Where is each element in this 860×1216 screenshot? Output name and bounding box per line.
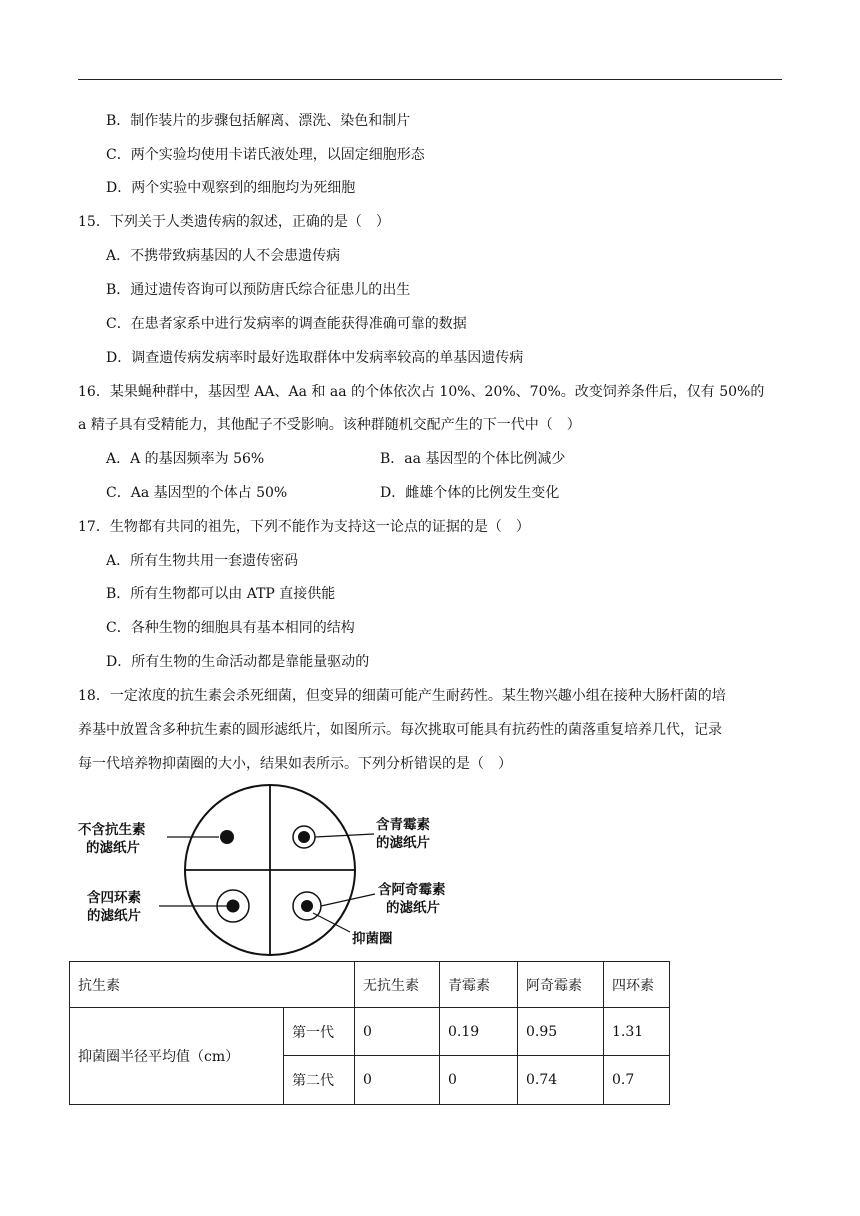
q15-option-b: B．通过遗传咨询可以预防唐氏综合征患儿的出生 [106,282,411,298]
q16-stem-line2: a 精子具有受精能力，其他配子不受影响。该种群随机交配产生的下一代中（ ） [78,417,581,433]
q16-option-a: A．A 的基因频率为 56% [106,451,265,467]
label-penicillin-1: 含青霉素 [376,817,430,833]
table-cell: 0 [355,1008,440,1056]
q17-option-b: B．所有生物都可以由 ATP 直接供能 [106,586,336,602]
q15-stem: 15．下列关于人类遗传病的叙述，正确的是（ ） [78,214,390,230]
table-cell: 1.31 [604,1008,670,1056]
header-azithromycin: 阿奇霉素 [518,962,604,1008]
gen-label: 第一代 [284,1008,355,1056]
q17-option-a: A．所有生物共用一套遗传密码 [106,553,299,569]
header-tetracycline: 四环素 [604,962,670,1008]
gen-label: 第二代 [284,1056,355,1105]
q15-option-d: D．调查遗传病发病率时最好选取群体中发病率较高的单基因遗传病 [106,350,524,366]
q16-option-b: B．aa 基因型的个体比例减少 [380,451,566,467]
disc-no-antibiotic [220,830,234,844]
q17-stem: 17．生物都有共同的祖先，下列不能作为支持这一论点的证据的是（ ） [78,519,530,535]
label-azithromycin-1: 含阿奇霉素 [378,882,446,898]
table-cell: 0.19 [440,1008,518,1056]
label-tetracycline-2: 的滤纸片 [87,908,141,924]
q16-option-c: C．Aa 基因型的个体占 50% [106,485,288,501]
q17-option-c: C．各种生物的细胞具有基本相同的结构 [106,620,355,636]
table-cell: 0.95 [518,1008,604,1056]
table-cell: 0.74 [518,1056,604,1105]
row-label: 抑菌圈半径平均值（cm） [70,1008,284,1105]
q14-option-d: D．两个实验中观察到的细胞均为死细胞 [106,180,356,196]
table-row [70,1008,670,1056]
q18-stem-line2: 养基中放置含多种抗生素的圆形滤纸片，如图所示。每次挑取可能具有抗药性的菌落重复培养几代，记录 [78,722,722,738]
q15-option-c: C．在患者家系中进行发病率的调查能获得准确可靠的数据 [106,316,467,332]
q15-option-a: A．不携带致病基因的人不会患遗传病 [106,248,341,264]
q16-option-d: D．雌雄个体的比例发生变化 [380,485,560,501]
q14-option-c: C．两个实验均使用卡诺氏液处理，以固定细胞形态 [106,147,425,163]
header-none: 无抗生素 [355,962,440,1008]
label-tetracycline-1: 含四环素 [87,890,141,906]
leader-penicillin [315,834,374,837]
header-rule [78,79,782,80]
table-cell: 0 [440,1056,518,1105]
label-no-antibiotic-2: 的滤纸片 [86,840,140,856]
results-table [69,961,670,1105]
label-penicillin-2: 的滤纸片 [376,835,430,851]
q18-stem-line3: 每一代培养物抑菌圈的大小，结果如表所示。下列分析错误的是（ ） [78,756,512,772]
disc-penicillin [298,831,310,843]
label-inhibition-zone: 抑菌圈 [352,931,393,947]
label-azithromycin-2: 的滤纸片 [386,900,440,916]
table-cell: 0.7 [604,1056,670,1105]
q17-option-d: D．所有生物的生命活动都是靠能量驱动的 [106,654,370,670]
table-cell: 0 [355,1056,440,1105]
petri-dish-diagram [70,782,490,958]
disc-tetracycline [227,900,240,913]
header-antibiotic: 抗生素 [70,962,355,1008]
q18-stem-line1: 18．一定浓度的抗生素会杀死细菌，但变异的细菌可能产生耐药性。某生物兴趣小组在接种大肠杆菌的培 [78,688,726,704]
q14-option-b: B．制作装片的步骤包括解离、漂洗、染色和制片 [106,113,411,129]
q16-stem-line1: 16．某果蝇种群中，基因型 AA、Aa 和 aa 的个体依次占 10%、20%、70%。改变饲养条件后，仅有 50%的 [78,384,765,400]
disc-azithromycin [301,900,313,912]
label-no-antibiotic-1: 不含抗生素 [78,822,146,838]
table-header-row [70,962,670,1008]
header-penicillin: 青霉素 [440,962,518,1008]
